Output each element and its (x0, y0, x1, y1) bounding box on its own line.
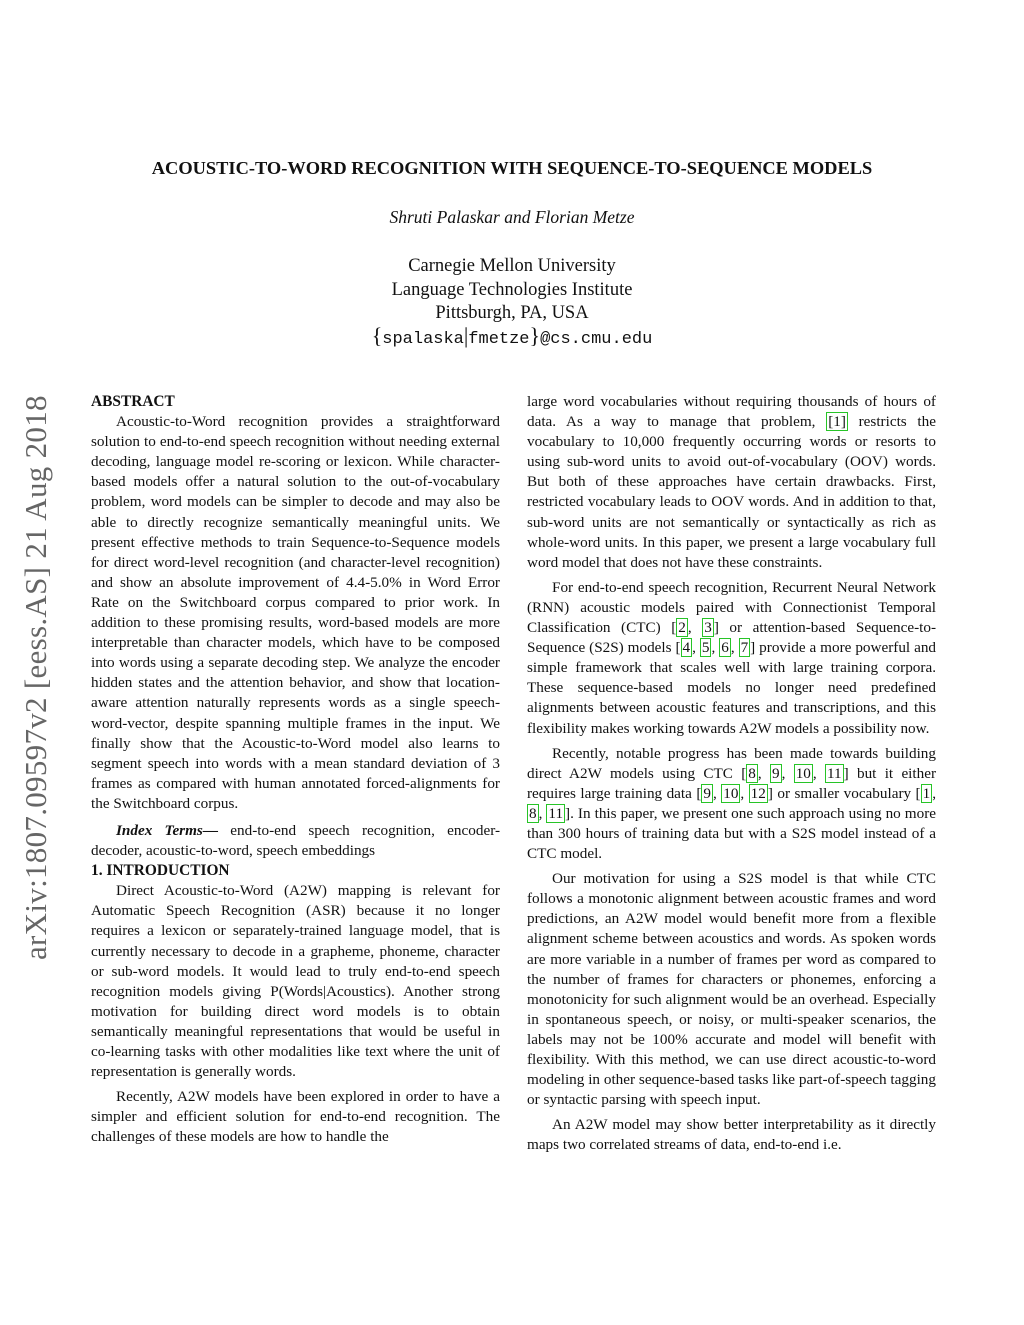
citation-link[interactable]: 9 (703, 784, 711, 802)
abstract-text: Acoustic-to-Word recognition provides a straightforward solution to end-to-end speech recognition without needing external decoding, language model re-scoring or lexicon. While character-based models offer a natural solution to the out-of-vocabulary problem, word models can be simpler to decode and may also be able to directly recognize semantically meaningful units. We present effective methods to train Sequence-to-Sequence models for direct word-level recognition (and character-level recognition) and show an absolute improvement of 4.4-5.0% in Word Error Rate on the Switchboard corpus compared to prior work. In addition to these promising results, word-based models are more interpretable than character models, which have to be composed into words using a separate decoding step. We analyze the encoder hidden states and the attention behavior, and show that location-aware attention naturally represents words as a single speech-word-vector, despite spanning multiple frames in the input. We finally show that the Acoustic-to-Word model also learns to segment speech into words with a mean standard deviation of 3 frames as compared with human annotated forced-alignments for the Switchboard corpus. (91, 413, 500, 812)
citation-link[interactable]: 3 (704, 619, 712, 637)
right-column (527, 392, 936, 1155)
text-run: , (687, 619, 703, 637)
citation-link[interactable]: 8 (529, 804, 537, 822)
affiliation-university: Carnegie Mellon University (408, 256, 616, 276)
citation-link[interactable]: 11 (548, 804, 564, 822)
text-run: , (712, 784, 722, 802)
arxiv-identifier: arXiv:1807.09597v2 [eess.AS] 21 Aug 2018 (18, 395, 53, 960)
right-paragraph-5: An A2W model may show better interpretability as it directly maps two correlated streams of data, end-to-end i.e. (527, 1116, 936, 1154)
citation-link[interactable]: 4 (682, 639, 691, 657)
citation-link[interactable]: 1 (922, 784, 931, 802)
paper-authors: Shruti Palaskar and Florian Metze (389, 207, 635, 227)
paper-title: ACOUSTIC-TO-WORD RECOGNITION WITH SEQUENCE-TO-SEQUENCE MODELS (151, 158, 873, 178)
right-paragraph-3 (527, 744, 936, 865)
text-run: ] provide a more powerful and simple framework that scales well with large training corpora. These sequence-based models no longer need predefined alignments between acoustic features and transcriptions, and this flexibility makes working towards A2W models a possibility now. (527, 639, 937, 737)
index-terms-text: end-to-end speech recognition, encoder-decoder, acoustic-to-word, speech embeddings (91, 821, 501, 860)
text-run: , (730, 639, 739, 657)
intro-paragraph-1: Direct Acoustic-to-Word (A2W) mapping is relevant for Automatic Speech Recognition (ASR) because it no longer requires a lexicon or separately-trained language model, that is currently necessary to decode in a grapheme, phoneme, character or sub-word models. It would lead to truly end-to-end speech recognition models giving P(Words|Acoustics). Another strong motivation for building direct word models is to obtain semantically meaningful representations that would be useful in co-learning tasks with other modalities like text where the unit of representation is generally words. (91, 882, 500, 1081)
left-column (91, 392, 500, 1147)
right-paragraph-2 (527, 578, 936, 739)
email-domain: @cs.cmu.edu (540, 329, 653, 349)
index-terms (91, 821, 500, 861)
text-run: large word vocabularies without requiring thousands of hours of data. As a way to manage that problem, (527, 393, 936, 431)
text-run: ] or smaller vocabulary [ (767, 784, 921, 802)
email-brace-close: } (529, 322, 541, 348)
text-run: restricts the vocabulary to 10,000 frequently occurring words or resorts to using sub-word units to avoid out-of-vocabulary (OOV) words. But both of these approaches have certain drawbacks. First, restricted vocabulary leads to OOV words. And in addition to that, sub-word units are not semantically or syntactically as rich as whole-word units. In this paper, we present a large vocabulary full word model that does not have these constraints. (527, 413, 936, 571)
citation-link[interactable]: 7 (740, 639, 749, 657)
text-run: ]. In this paper, we present one such approach using no more than 300 hours of training data but with a S2S model instead of a CTC model. (527, 804, 936, 863)
text-run: , (692, 639, 700, 657)
citation-link[interactable]: [1] (828, 413, 846, 431)
right-paragraph-1 (527, 392, 936, 573)
email-user-2: fmetze (468, 329, 530, 349)
email-user-1: spalaska (382, 329, 464, 349)
introduction-heading: 1. INTRODUCTION (91, 862, 230, 880)
affiliation-institute: Language Technologies Institute (391, 279, 633, 300)
text-run: , (781, 764, 794, 782)
text-run: , (757, 764, 770, 782)
text-run: ] or attention-based Sequence-to-Sequence (S2S) models [ (527, 619, 937, 657)
citation-link[interactable]: 5 (701, 639, 710, 657)
citation-link[interactable]: 12 (750, 784, 766, 802)
index-terms-label: Index Terms— (116, 821, 219, 839)
affiliation-block (0, 255, 1024, 351)
email-separator: | (463, 322, 469, 348)
email-brace-open: { (371, 322, 383, 348)
affiliation-location: Pittsburgh, PA, USA (435, 303, 589, 323)
intro-paragraph-2: Recently, A2W models have been explored in order to have a simpler and efficient solution for end-to-end recognition. The challenges of these models are how to handle the (91, 1088, 500, 1146)
citation-link[interactable]: 6 (721, 639, 729, 657)
text-run: For end-to-end speech recognition, Recurrent Neural Network (RNN) acoustic models paired with Connectionist Temporal Classification (CTC) [ (527, 578, 936, 637)
text-run: , (538, 804, 547, 822)
citation-link[interactable]: 10 (795, 764, 811, 782)
right-paragraph-4: Our motivation for using a S2S model is that while CTC follows a monotonic alignment between acoustic frames and word predictions, an A2W model would benefit more from a flexible alignment scheme between acoustics and words. As spoken words are more variable in a number of frames per word as compared to the number of frames for characters or phonemes, enforcing a monotonicity for such alignment would be an overhead. Especially in spontaneous speech, or noisy, or multi-speaker scenarios, the labels may not be 100% accurate and model will benefit with flexibility. With this method, we can use direct acoustic-to-word modeling in other sequence-based tasks like part-of-speech tagging or syntactic parsing with speech input. (527, 870, 936, 1109)
citation-link[interactable]: 2 (678, 619, 686, 637)
text-run: , (812, 764, 825, 782)
text-run: ] but it either requires large training data [ (527, 764, 937, 802)
text-run: , (740, 784, 749, 802)
abstract-heading: ABSTRACT (91, 393, 175, 410)
citation-link[interactable]: 9 (771, 764, 780, 782)
author-emails (0, 322, 1024, 352)
citation-link[interactable]: 10 (723, 784, 739, 802)
citation-link[interactable]: 8 (748, 764, 756, 782)
text-run: , (711, 639, 720, 657)
citation-link[interactable]: 11 (826, 764, 842, 782)
text-run: , (932, 784, 936, 802)
text-run: Recently, notable progress has been made towards building direct A2W models using CTC [ (527, 744, 936, 782)
